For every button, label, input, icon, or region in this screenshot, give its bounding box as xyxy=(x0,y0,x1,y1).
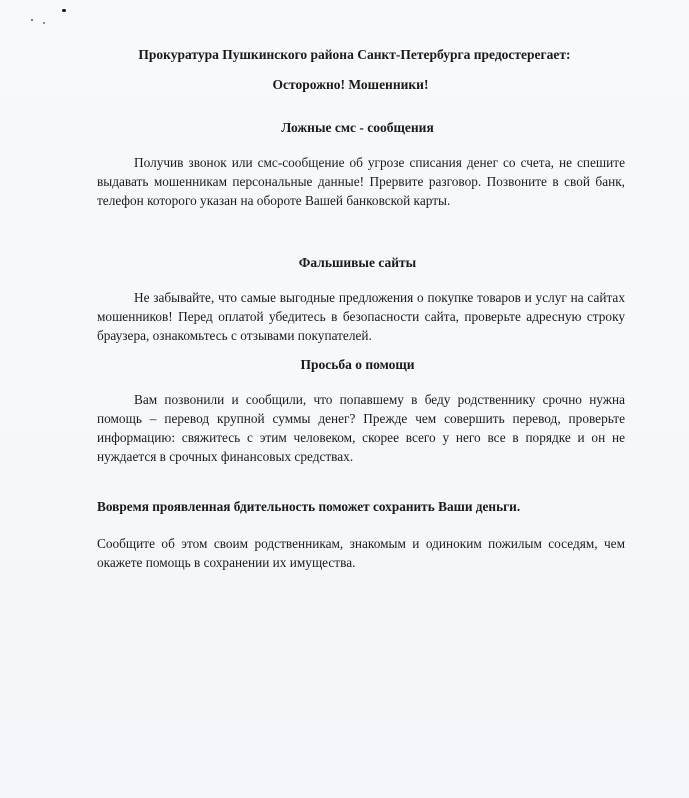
section-title-sites: Фальшивые сайты xyxy=(298,255,417,270)
section-text-sites: Не забывайте, что самые выгодные предложения о покупке товаров и услуг на сайтах мошенников! Перед оплатой убедитесь в безопасности сайта, проверьте адресную строку браузера, ознакомьтесь с отзывами покупателей. xyxy=(97,290,625,343)
scan-speck xyxy=(31,19,33,21)
scan-speck xyxy=(43,22,45,24)
scan-speck xyxy=(62,9,66,12)
closing-text: Сообщите об этом своим родственникам, знакомым и одиноким пожилым соседям, чем окажете помощь в сохранении их имущества. xyxy=(97,536,625,570)
section-text-help: Вам позвонили и сообщили, что попавшему в беду родственнику срочно нужна помощь – перевод крупной суммы денег? Прежде чем совершить перевод, проверьте информацию: свяжитесь с этим человеком, скорее всего у него все в порядке и он не нуждается в срочных финансовых средствах. xyxy=(97,392,625,464)
section-title-sms: Ложные смс - сообщения xyxy=(281,120,434,135)
section-text-sms: Получив звонок или смс-сообщение об угрозе списания денег со счета, не спешите выдавать мошенникам персональные данные! Прервите разговор. Позвоните в свой банк, телефон которого указан на обороте Вашей банковской карты. xyxy=(97,155,625,208)
section-title-help: Просьба о помощи xyxy=(300,357,415,372)
document-header: Прокуратура Пушкинского района Санкт-Петербурга предостерегает: xyxy=(138,47,571,62)
warning-title: Осторожно! Мошенники! xyxy=(272,77,429,92)
vigilance-statement: Вовремя проявленная бдительность поможет сохранить Ваши деньги. xyxy=(97,499,521,514)
